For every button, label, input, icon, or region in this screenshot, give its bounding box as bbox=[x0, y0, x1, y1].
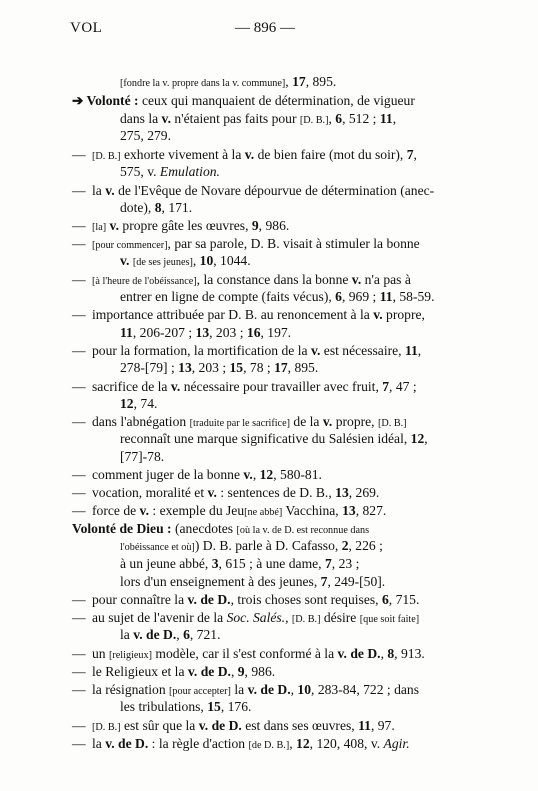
text-run: 2 bbox=[341, 538, 349, 553]
text-run: , bbox=[192, 253, 200, 268]
entry-dash: — bbox=[72, 236, 86, 251]
text-run: [77]-78. bbox=[120, 449, 165, 464]
entry-dash: — bbox=[72, 218, 86, 233]
text-run: 3 bbox=[211, 556, 219, 571]
text-run: à un jeune abbé, bbox=[120, 556, 212, 571]
entry-dash: — bbox=[72, 610, 86, 625]
text-run: , 226 ; bbox=[348, 538, 383, 553]
text-run: v. de D. bbox=[133, 627, 177, 642]
text-run: 12 bbox=[410, 431, 425, 446]
arrow-icon: ➔ bbox=[72, 93, 87, 108]
text-run: 12 bbox=[259, 467, 274, 482]
text-run: 11 bbox=[379, 111, 393, 126]
text-run: [de D. B.] bbox=[248, 740, 290, 751]
index-line bbox=[72, 735, 410, 754]
text-run: est nécessaire, bbox=[320, 343, 405, 358]
text-run: v. bbox=[243, 467, 253, 482]
text-run: v. de D. bbox=[105, 736, 149, 751]
index-line bbox=[72, 182, 434, 199]
text-run: v. bbox=[120, 253, 130, 268]
text-run: , bbox=[328, 111, 336, 126]
text-run: désire bbox=[320, 610, 360, 625]
text-run: , 206-207 ; bbox=[132, 325, 196, 340]
entry-dash: — bbox=[72, 736, 86, 751]
text-run: est sûr que la bbox=[120, 718, 199, 733]
text-run: lors d'un enseignement à des jeunes, bbox=[120, 574, 321, 589]
index-line bbox=[120, 288, 434, 305]
text-run: 11 bbox=[379, 289, 393, 304]
text-run: , 512 ; bbox=[342, 111, 380, 126]
text-run: 575, v. bbox=[120, 164, 160, 179]
text-run: Vacchina, bbox=[282, 503, 343, 518]
text-run: la résignation bbox=[92, 682, 170, 697]
text-run: , 203 ; bbox=[209, 325, 247, 340]
index-line bbox=[120, 127, 171, 144]
text-run: , bbox=[289, 736, 297, 751]
text-run: v. bbox=[170, 379, 181, 394]
entry-dash: — bbox=[72, 379, 86, 394]
text-run: v. bbox=[244, 147, 255, 162]
entry-dash: — bbox=[72, 718, 86, 733]
text-run: , bbox=[413, 147, 417, 162]
index-line bbox=[120, 163, 220, 180]
text-run: 12 bbox=[296, 736, 310, 751]
text-run: : sentences de D. B., bbox=[216, 485, 336, 500]
text-run: exhorte vivement à la bbox=[120, 147, 245, 162]
text-run: , 176. bbox=[220, 699, 252, 714]
entry-dash: — bbox=[72, 485, 86, 500]
text-run: , 827. bbox=[355, 503, 387, 518]
text-run: [où la v. de D. est reconnue dans bbox=[236, 525, 370, 536]
text-run: Agir. bbox=[383, 736, 410, 751]
text-run: , bbox=[424, 431, 428, 446]
text-run: dans la bbox=[120, 111, 162, 126]
index-line bbox=[120, 324, 291, 341]
index-line bbox=[72, 502, 386, 521]
text-run: 12 bbox=[120, 396, 134, 411]
text-run: 278-[79] ; bbox=[120, 360, 179, 375]
text-run: de l'Evêque de Novare dépourvue de détermination (anec- bbox=[114, 183, 435, 198]
text-run: 9 bbox=[237, 664, 245, 679]
index-line bbox=[72, 663, 275, 680]
text-run: un bbox=[92, 646, 109, 661]
text-run: , bbox=[380, 646, 388, 661]
text-run: dote), bbox=[120, 200, 155, 215]
text-run: [à l'heure de l'obéissance] bbox=[92, 276, 197, 287]
text-run: , 120, 408, v. bbox=[309, 736, 384, 751]
text-run: est dans ses œuvres, bbox=[241, 718, 359, 733]
text-run: [D. B.] bbox=[92, 151, 121, 162]
text-run: , bbox=[290, 682, 298, 697]
text-run: , bbox=[252, 467, 260, 482]
index-line bbox=[120, 252, 251, 271]
text-run: , bbox=[285, 74, 293, 89]
text-run: les tribulations, bbox=[120, 699, 208, 714]
index-line bbox=[120, 555, 359, 572]
text-run: importance attribuée par D. B. au renoncement à la bbox=[92, 307, 374, 322]
text-run: 13 bbox=[335, 485, 349, 500]
text-run: , 197. bbox=[260, 325, 292, 340]
text-run: Volonté de Dieu : bbox=[72, 521, 172, 536]
entry-dash: — bbox=[72, 503, 86, 518]
index-line bbox=[120, 448, 164, 465]
text-run: [religieux] bbox=[109, 650, 152, 661]
text-run: le Religieux et la bbox=[92, 664, 188, 679]
text-run: 7 bbox=[382, 379, 390, 394]
text-run: la bbox=[92, 736, 106, 751]
text-run: [que soit faite] bbox=[359, 614, 420, 625]
text-run: 17 bbox=[274, 360, 288, 375]
text-run: v. bbox=[322, 414, 333, 429]
entry-dash: — bbox=[72, 467, 86, 482]
text-run: (anecdotes bbox=[171, 521, 237, 536]
text-run: [pour commencer] bbox=[92, 240, 168, 251]
text-run: , bbox=[392, 111, 397, 126]
text-run: modèle, car il s'est conformé à la bbox=[152, 646, 338, 661]
text-run: 15 bbox=[229, 360, 244, 375]
text-run: 15 bbox=[207, 699, 221, 714]
index-line bbox=[120, 430, 428, 447]
text-run: ceux qui manquaient de détermination, de vigueur bbox=[138, 93, 415, 108]
text-run: 8 bbox=[154, 200, 162, 215]
entry-dash: — bbox=[72, 272, 86, 287]
text-run: 13 bbox=[342, 503, 356, 518]
text-run: , 895. bbox=[287, 360, 319, 375]
text-run: , 269. bbox=[348, 485, 380, 500]
text-run: sacrifice de la bbox=[92, 379, 171, 394]
index-line bbox=[72, 484, 379, 501]
text-run: v. bbox=[373, 307, 383, 322]
entry-dash: — bbox=[72, 664, 86, 679]
text-run: n'étaient pas faits pour bbox=[170, 111, 300, 126]
index-line bbox=[72, 217, 289, 236]
text-run: 11 bbox=[358, 718, 371, 733]
text-run: , 986. bbox=[258, 218, 290, 233]
text-run: 10 bbox=[199, 253, 214, 268]
text-run: Emulation. bbox=[159, 164, 220, 179]
entry-dash: — bbox=[72, 147, 86, 162]
index-line bbox=[72, 717, 395, 736]
entry-dash: — bbox=[72, 592, 86, 607]
running-header-section: VOL bbox=[70, 20, 103, 36]
index-line bbox=[120, 395, 157, 412]
index-line bbox=[72, 92, 415, 109]
page-number-wrapper bbox=[0, 20, 538, 37]
text-run: , 615 ; à une dame, bbox=[218, 556, 325, 571]
index-line bbox=[72, 645, 425, 664]
index-line bbox=[72, 591, 419, 608]
text-run: , 58-59. bbox=[392, 289, 435, 304]
text-run: [D. B.] bbox=[299, 115, 329, 126]
text-run: 11 bbox=[404, 343, 418, 358]
text-run: 10 bbox=[297, 682, 312, 697]
text-run: 9 bbox=[251, 218, 259, 233]
text-run: : la règle d'action bbox=[148, 736, 249, 751]
text-run: comment juger de la bonne bbox=[92, 467, 244, 482]
text-run: 13 bbox=[195, 325, 210, 340]
entry-dash: — bbox=[72, 343, 86, 358]
text-run: 6 bbox=[335, 111, 343, 126]
text-run: , 249-[50]. bbox=[327, 574, 386, 589]
text-run: 7 bbox=[324, 556, 332, 571]
text-run: [fondre la v. propre dans la v. commune] bbox=[120, 78, 286, 89]
text-run: , 97. bbox=[370, 718, 395, 733]
text-run: v. bbox=[161, 111, 171, 126]
text-run: , bbox=[230, 664, 238, 679]
entry-dash: — bbox=[72, 414, 86, 429]
text-run: la bbox=[120, 627, 134, 642]
text-run: , 913. bbox=[394, 646, 425, 661]
text-run: , 47 ; bbox=[389, 379, 417, 394]
entry-dash: — bbox=[72, 183, 86, 198]
text-run: , 23 ; bbox=[331, 556, 360, 571]
text-run: 6 bbox=[183, 627, 190, 642]
text-run: , par sa parole, D. B. visait à stimuler la bonne bbox=[167, 236, 420, 251]
text-run: de la bbox=[290, 414, 323, 429]
index-line bbox=[120, 537, 383, 556]
index-line bbox=[120, 698, 251, 715]
index-line bbox=[72, 306, 425, 323]
text-run: v. bbox=[109, 218, 119, 233]
text-run: [pour accepter] bbox=[169, 686, 231, 697]
entry-dash: — bbox=[72, 682, 86, 697]
text-run: vocation, moralité et bbox=[92, 485, 208, 500]
text-run: la bbox=[92, 183, 106, 198]
text-run: , 895. bbox=[305, 74, 337, 89]
text-run: , bbox=[285, 610, 292, 625]
text-run: force de bbox=[92, 503, 140, 518]
text-run: v. bbox=[310, 343, 321, 358]
text-run: n'a pas à bbox=[361, 272, 411, 287]
text-run: , 283-84, 722 ; dans bbox=[311, 682, 420, 697]
index-line bbox=[120, 359, 318, 376]
text-run: [D. B.] bbox=[92, 722, 121, 733]
text-run: Soc. Salés. bbox=[226, 610, 286, 625]
text-run: l'obéissance et où] bbox=[120, 542, 195, 553]
entry-dash: — bbox=[72, 646, 86, 661]
text-run: 8 bbox=[387, 646, 395, 661]
text-run: propre, bbox=[382, 307, 425, 322]
index-line bbox=[120, 573, 385, 590]
text-run: , bbox=[417, 343, 422, 358]
text-run: v. de D. bbox=[187, 664, 231, 679]
text-run: , 580-81. bbox=[273, 467, 322, 482]
text-run: [D. B.] bbox=[377, 418, 407, 429]
text-run: , 203 ; bbox=[191, 360, 230, 375]
text-run: 275, 279. bbox=[120, 128, 171, 143]
text-run: [ne abbé] bbox=[244, 507, 283, 518]
text-run: , 969 ; bbox=[341, 289, 380, 304]
text-run: , 171. bbox=[161, 200, 193, 215]
text-run: propre, bbox=[332, 414, 378, 429]
page-number: — 896 — bbox=[235, 20, 295, 36]
entry-dash: — bbox=[72, 307, 86, 322]
text-run: v. de D. bbox=[247, 682, 291, 697]
text-run: au sujet de l'avenir de la bbox=[92, 610, 227, 625]
text-run: , trois choses sont requises, bbox=[230, 592, 382, 607]
text-run: v. bbox=[351, 272, 362, 287]
text-run: 13 bbox=[178, 360, 192, 375]
text-run: v. bbox=[105, 183, 115, 198]
text-run: v. de D. bbox=[187, 592, 231, 607]
text-run: , 721. bbox=[189, 627, 221, 642]
text-run: v. de D. bbox=[198, 718, 242, 733]
text-run: , 715. bbox=[388, 592, 420, 607]
text-run: , bbox=[176, 627, 184, 642]
text-run: 11 bbox=[120, 325, 133, 340]
text-run: , 78 ; bbox=[243, 360, 275, 375]
index-line bbox=[72, 378, 417, 395]
text-run: 7 bbox=[406, 147, 414, 162]
text-run: 16 bbox=[246, 325, 261, 340]
text-run: [de ses jeunes] bbox=[132, 257, 193, 268]
text-run: , 74. bbox=[133, 396, 158, 411]
text-run: pour la formation, la mortification de la bbox=[92, 343, 311, 358]
index-line bbox=[72, 466, 322, 483]
index-line bbox=[120, 199, 192, 216]
text-run: , 986. bbox=[244, 664, 276, 679]
text-run: v. de D. bbox=[337, 646, 381, 661]
text-run: [D. B.] bbox=[291, 614, 321, 625]
text-run: nécessaire pour travailler avec fruit, bbox=[180, 379, 383, 394]
text-run: propre gâte les œuvres, bbox=[119, 218, 252, 233]
text-run: la bbox=[230, 682, 248, 697]
text-run: , la constance dans la bonne bbox=[196, 272, 352, 287]
text-run: 6 bbox=[335, 289, 342, 304]
text-run: 17 bbox=[292, 74, 306, 89]
text-run: ) D. B. parle à D. Cafasso, bbox=[194, 538, 342, 553]
text-run: Volonté : bbox=[86, 93, 139, 108]
text-run: , 1044. bbox=[213, 253, 251, 268]
text-run: [traduite par le sacrifice] bbox=[189, 418, 290, 429]
text-run: 6 bbox=[381, 592, 389, 607]
index-line bbox=[72, 342, 421, 359]
text-run: [la] bbox=[92, 222, 107, 233]
text-run: entrer en ligne de compte (faits vécus), bbox=[120, 289, 336, 304]
text-run: pour connaître la bbox=[92, 592, 188, 607]
text-run: 7 bbox=[320, 574, 328, 589]
text-run: v. bbox=[139, 503, 149, 518]
text-run: dans l'abnégation bbox=[92, 414, 190, 429]
text-run: : exemple du Jeu bbox=[149, 503, 245, 518]
text-run: reconnaît une marque significative du Salésien idéal, bbox=[120, 431, 411, 446]
index-line bbox=[120, 73, 336, 92]
text-run: de bien faire (mot du soir), bbox=[254, 147, 407, 162]
index-line bbox=[120, 626, 220, 643]
text-run: v. bbox=[207, 485, 217, 500]
